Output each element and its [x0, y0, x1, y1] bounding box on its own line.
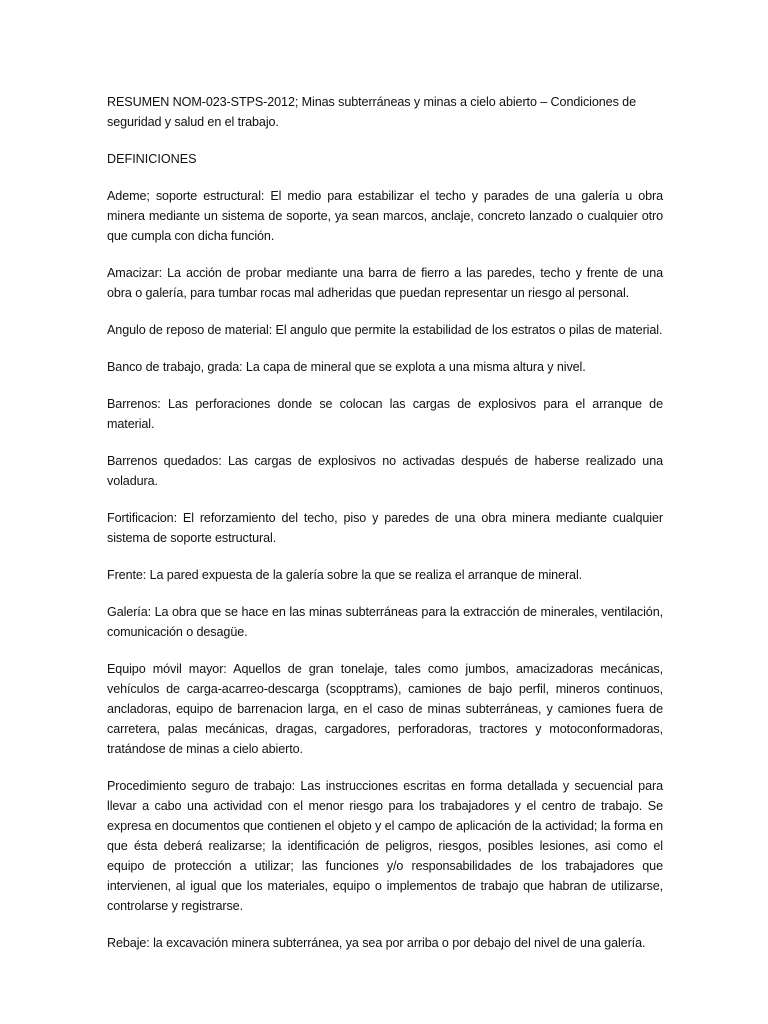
definition-paragraph: Galería: La obra que se hace en las minas subterráneas para la extracción de minerales, ventilación, comunicación o desagüe. — [107, 605, 663, 639]
definition-paragraph: Angulo de reposo de material: El angulo que permite la estabilidad de los estratos o pilas de material. — [107, 323, 663, 337]
definition-paragraph: Barrenos quedados: Las cargas de explosivos no activadas después de haberse realizado una voladura. — [107, 454, 663, 488]
definition-paragraph: Amacizar: La acción de probar mediante una barra de fierro a las paredes, techo y frente de una obra o galería, para tumbar rocas mal adheridas que puedan representar un riesgo al personal. — [107, 266, 663, 300]
definition-paragraph: Fortificacion: El reforzamiento del techo, piso y paredes de una obra minera mediante cualquier sistema de soporte estructural. — [107, 511, 663, 545]
definition-paragraph: Equipo móvil mayor: Aquellos de gran tonelaje, tales como jumbos, amacizadoras mecánicas, vehículos de carga-acarreo-descarga (scopptrams), camiones de bajo perfil, mineros continuos, ancladoras, equipo de barrenacion larga, en el caso de minas subterráneas, y camiones fuera de carretera, palas mecánicas, dragas, cargadores, perforadoras, tractores y motoconformadoras, tratándose de minas a cielo abierto. — [107, 662, 663, 756]
definition-paragraph: Frente: La pared expuesta de la galería sobre la que se realiza el arranque de mineral. — [107, 568, 583, 582]
definition-paragraph: Banco de trabajo, grada: La capa de mineral que se explota a una misma altura y nivel. — [107, 360, 586, 374]
section-heading: DEFINICIONES — [107, 152, 197, 166]
document-title: RESUMEN NOM-023-STPS-2012; Minas subterráneas y minas a cielo abierto – Condiciones de seguridad y salud en el trabajo. — [107, 95, 636, 129]
definition-paragraph: Ademe; soporte estructural: El medio para estabilizar el techo y parades de una galería u obra minera mediante un sistema de soporte, ya sean marcos, anclaje, concreto lanzado o cualquier otro que cumpla con dicha función. — [107, 189, 663, 243]
document-page — [107, 92, 663, 970]
definition-paragraph: Barrenos: Las perforaciones donde se colocan las cargas de explosivos para el arranque de material. — [107, 397, 663, 431]
definition-paragraph: Procedimiento seguro de trabajo: Las instrucciones escritas en forma detallada y secuencial para llevar a cabo una actividad con el menor riesgo para los trabajadores y el centro de trabajo. Se expresa en documentos que contienen el objeto y el campo de aplicación de la actividad; la forma en que ésta deberá realizarse; la identificación de peligros, riesgos, posibles lesiones, asi como el equipo de protección a utilizar; las funciones y/o responsabilidades de los trabajadores que intervienen, al igual que los materiales, equipo o implementos de trabajo que habran de utilizarse, controlarse y registrarse. — [107, 779, 663, 913]
definition-paragraph: Rebaje: la excavación minera subterránea, ya sea por arriba o por debajo del nivel de una galería. — [107, 936, 646, 950]
